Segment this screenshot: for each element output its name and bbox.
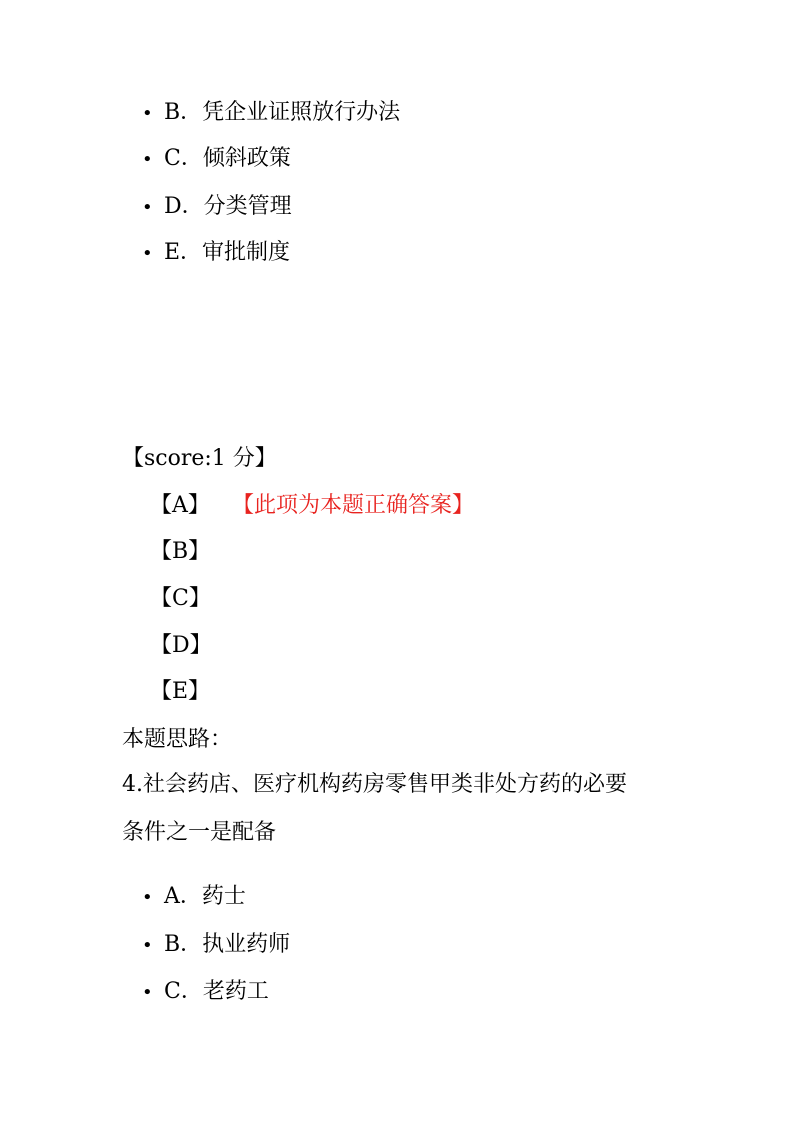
- bullet-icon: •: [142, 197, 153, 218]
- option-b: [142, 98, 400, 128]
- question-stem: 4.社会药店、医疗机构药房零售甲类非处方药的必要: [122, 772, 627, 797]
- answer-d: 【D】: [150, 633, 212, 658]
- option-label: E．审批制度: [164, 240, 291, 265]
- correct-answer-note: 【此项为本题正确答案】: [232, 493, 475, 518]
- analysis-label: 本题思路：: [122, 727, 233, 752]
- option-label: C．老药工: [164, 979, 269, 1004]
- bullet-icon: •: [142, 982, 153, 1003]
- q4-option-c: [142, 977, 269, 1007]
- bullet-icon: •: [142, 243, 153, 264]
- option-e: [142, 238, 290, 268]
- option-d: [142, 192, 292, 222]
- option-label: B．凭企业证照放行办法: [164, 100, 401, 125]
- option-label: B．执业药师: [164, 932, 291, 957]
- answer-e: 【E】: [150, 679, 211, 704]
- bullet-icon: •: [142, 935, 153, 956]
- q4-option-b: [142, 930, 290, 960]
- question-stem-continued: 条件之一是配备: [122, 820, 277, 845]
- answer-a: [150, 491, 210, 521]
- option-label: D．分类管理: [164, 194, 292, 219]
- option-label: C．倾斜政策: [164, 146, 291, 171]
- option-label: A．药士: [164, 884, 246, 909]
- q4-option-a: [142, 882, 246, 912]
- score-label: 【score:1 分】: [122, 446, 277, 471]
- bullet-icon: •: [142, 103, 153, 124]
- answer-b: 【B】: [150, 539, 211, 564]
- bullet-icon: •: [142, 149, 153, 170]
- bullet-icon: •: [142, 887, 153, 908]
- answer-label: 【A】: [150, 493, 210, 518]
- option-c: [142, 144, 291, 174]
- answer-c: 【C】: [150, 586, 211, 611]
